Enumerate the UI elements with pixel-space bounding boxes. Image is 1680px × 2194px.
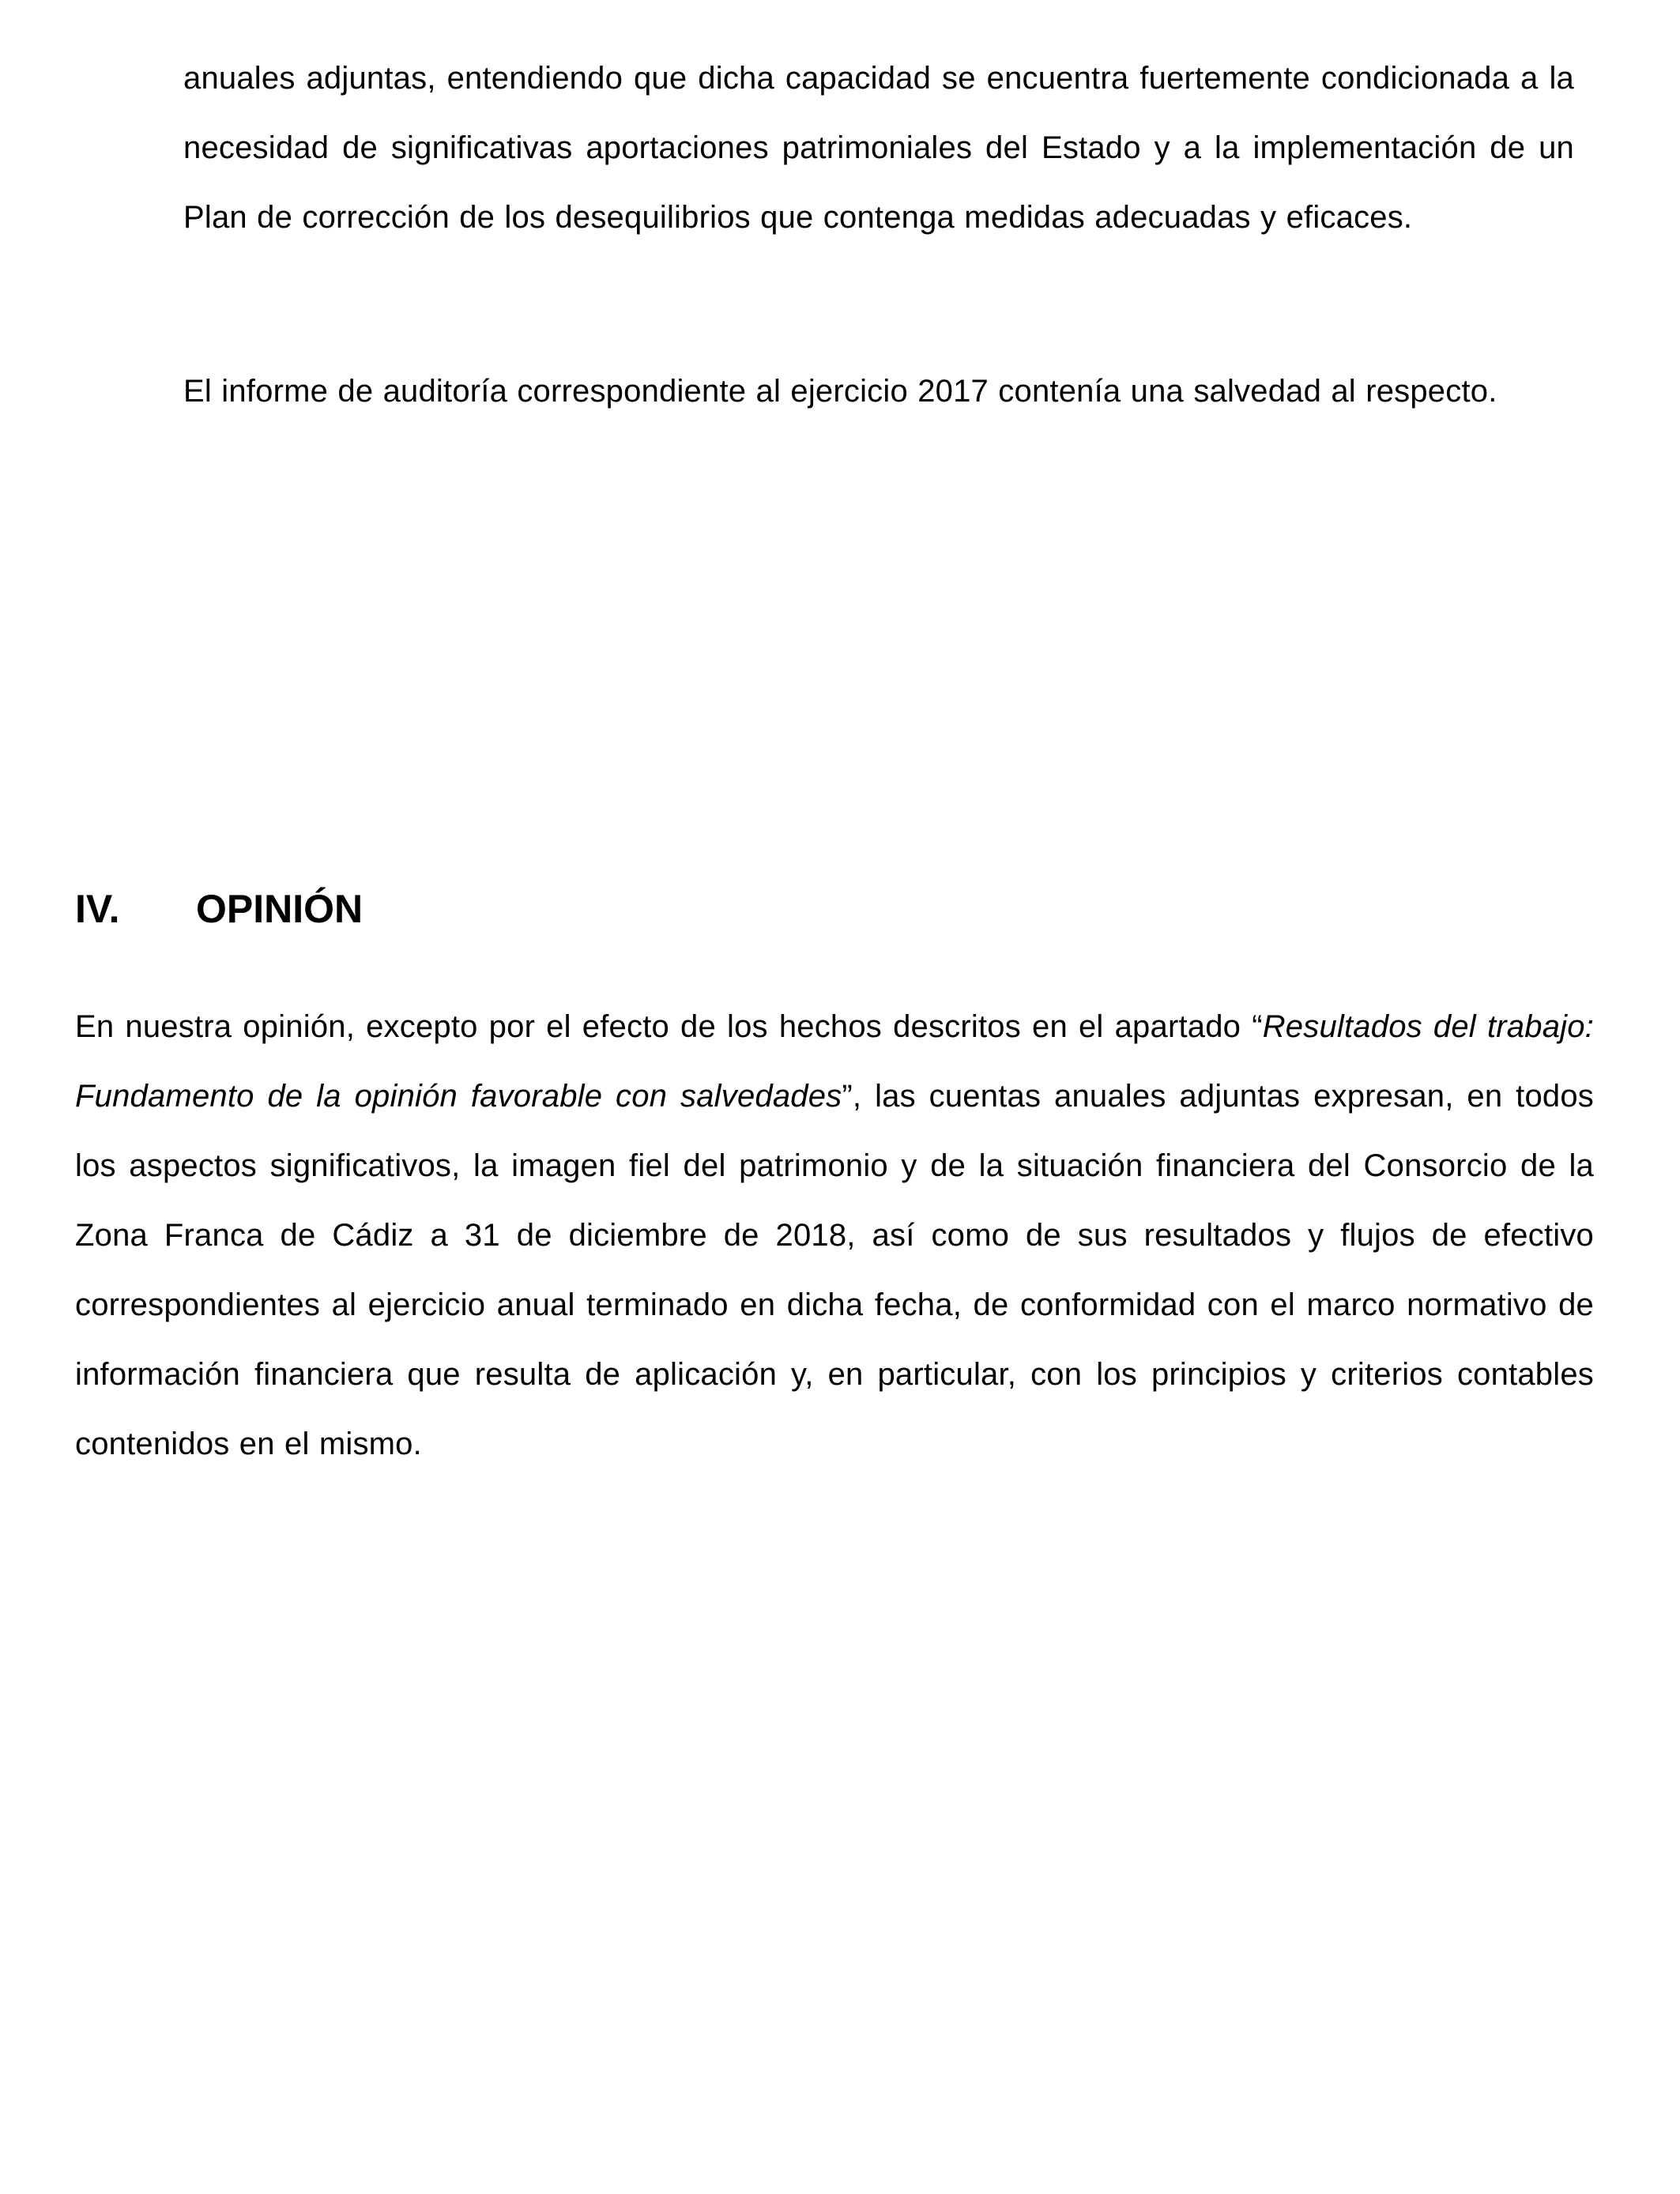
opinion-italic-reference: Resultados del trabajo: Fundamento de la opinión favorable con salvedades (75, 1009, 1594, 1114)
opinion-text-start: En nuestra opinión, excepto por el efecto de los hechos descritos en el apartado “ (75, 1009, 1263, 1044)
section-title: OPINIÓN (196, 887, 363, 931)
paragraph-prior-audit: El informe de auditoría correspondiente al ejercicio 2017 contenía una salvedad al respecto. (183, 374, 1497, 409)
opinion-paragraph (75, 992, 1594, 1479)
section-heading (75, 877, 363, 941)
paragraph-continuation: anuales adjuntas, entendiendo que dicha capacidad se encuentra fuertemente condicionada a la necesidad de significativas aportaciones patrimoniales del Estado y a la implementación de un Plan de corrección de los desequilibrios que contenga medidas adecuadas y eficaces. (183, 61, 1574, 235)
section-number: IV. (75, 887, 120, 931)
opinion-text-end: ”, las cuentas anuales adjuntas expresan, en todos los aspectos significativos, la imagen fiel del patrimonio y de la situación financiera del Consorcio de la Zona Franca de Cádiz a 31 de diciembre de 2018, así como de sus resultados y flujos de efectivo correspondientes al ejercicio anual terminado en dicha fecha, de conformidad con el marco normativo de información financiera que resulta de aplicación y, en particular, con los principios y criterios contables contenidos en el mismo. (75, 1079, 1594, 1461)
